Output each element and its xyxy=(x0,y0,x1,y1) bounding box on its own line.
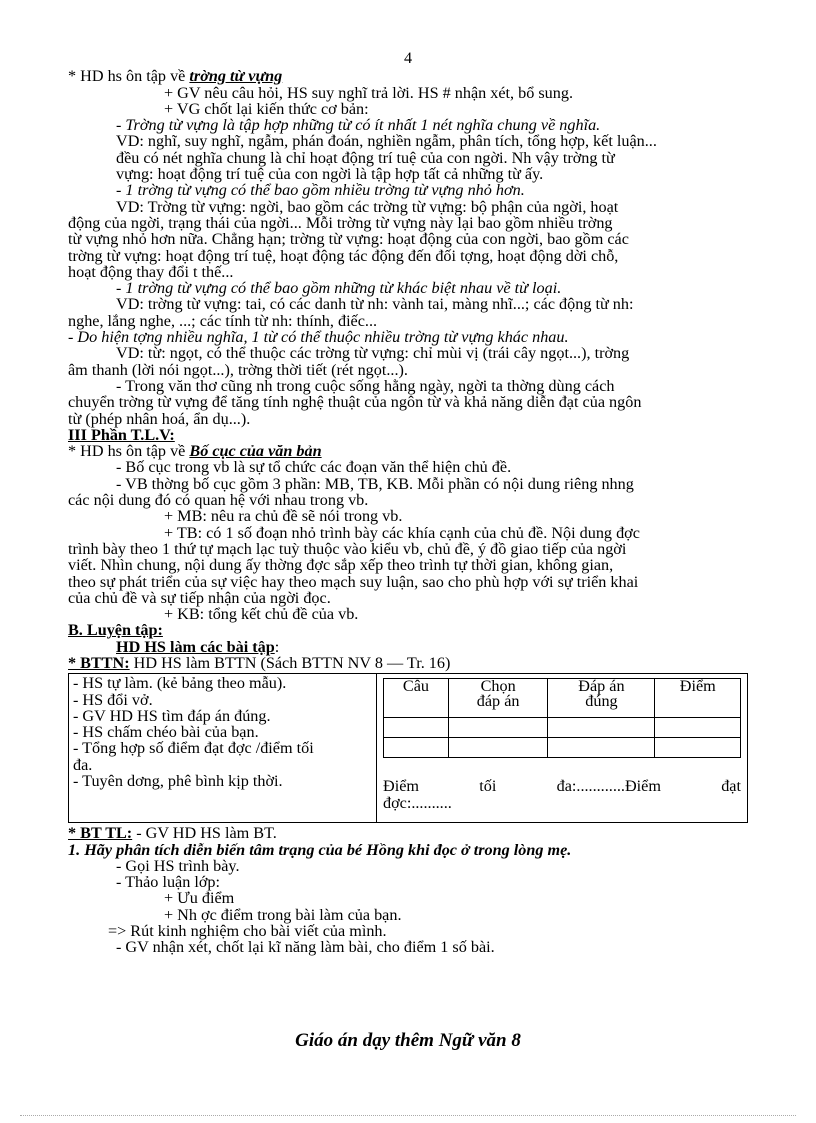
text-line xyxy=(68,492,748,508)
score-table-header: Đáp án đúng xyxy=(548,679,655,718)
text-line xyxy=(68,639,748,655)
score-table xyxy=(383,678,741,758)
text-line xyxy=(68,557,748,573)
text-line xyxy=(68,166,748,182)
exercise-steps xyxy=(69,674,377,822)
text-run: từ vựng nhỏ hơn nữa. Chẳng hạn; trờng từ vựng: hoạt động của con ngời, bao gồm các xyxy=(68,230,629,249)
text-run: - Trờng từ vựng là tập hợp những từ có ít nhất 1 nét nghĩa chung về nghĩa. xyxy=(116,116,601,135)
text-run: => Rút kinh nghiệm cho bài viết của mình. xyxy=(108,922,387,941)
text-line xyxy=(68,280,748,296)
text-line xyxy=(68,606,748,622)
text-run: trình bày theo 1 thứ tự mạch lạc tuỳ thuộc vào kiểu vb, chủ đề, ý đồ giao tiếp của ngời xyxy=(68,539,627,558)
text-run: - Do hiện tợng nhiều nghĩa, 1 từ có thể thuộc nhiều trờng từ vựng khác nhau. xyxy=(68,328,569,347)
text-run: : xyxy=(274,637,280,656)
text-run: VD: nghĩ, suy nghĩ, ngẫm, phán đoán, nghiền ngẫm, phân tích, tổng hợp, kết luận... xyxy=(116,132,657,151)
text-line xyxy=(68,378,748,394)
text-run: - 1 trờng từ vựng có thể bao gồm nhiều trờng từ vựng nhỏ hơn. xyxy=(116,181,525,200)
text-run: * BT TL: xyxy=(68,824,133,843)
text-run: trờng từ vựng xyxy=(189,67,283,86)
exercise-step: - Tuyên dơng, phê bình kịp thời. xyxy=(73,772,283,791)
text-line xyxy=(68,329,748,345)
text-line xyxy=(68,541,748,557)
document-body xyxy=(68,50,748,956)
text-line xyxy=(68,296,748,312)
text-line xyxy=(68,890,748,906)
text-run: + Nh ợc điểm trong bài làm của bạn. xyxy=(164,905,402,924)
text-line xyxy=(68,590,748,606)
text-run: âm thanh (lời nói ngọt...), trờng thời tiết (rét ngọt...). xyxy=(68,360,408,379)
text-line xyxy=(68,622,748,638)
text-run: VD: trờng từ vựng: tai, có các danh từ nh: vành tai, màng nhĩ...; các động từ nh: xyxy=(116,295,634,314)
text-line xyxy=(68,508,748,524)
text-run: từ (phép nhân hoá, ẩn dụ...). xyxy=(68,409,251,428)
text-line xyxy=(68,923,748,939)
text-run: chuyển trờng từ vựng để tăng tính nghệ thuật của ngôn từ và khả năng diễn đạt của ngôn xyxy=(68,393,642,412)
score-note: Điểm tối đa:............Điểm đạt xyxy=(383,777,741,796)
exercise-box xyxy=(68,673,748,823)
text-line xyxy=(68,525,748,541)
score-table-header: Chọn đáp án xyxy=(448,679,548,718)
text-run: VD: Trờng từ vựng: ngời, bao gồm các trờng từ vựng: bộ phận của ngời, hoạt xyxy=(116,197,619,216)
text-line xyxy=(68,133,748,149)
text-run: + MB: nêu ra chủ đề sẽ nói trong vb. xyxy=(164,507,403,526)
text-line xyxy=(68,264,748,280)
text-run: - Bố cục trong vb là sự tổ chức các đoạn văn thể hiện chủ đề. xyxy=(116,458,512,477)
text-run: B. Luyện tập: xyxy=(68,621,163,640)
text-run: trờng từ vựng: hoạt động trí tuệ, hoạt động tác động đến đối tợng, hoạt động dời chỗ, xyxy=(68,246,619,265)
text-run: - Gọi HS trình bày. xyxy=(116,856,240,875)
text-line xyxy=(68,825,748,841)
score-table-header: Điểm xyxy=(655,679,741,718)
text-run: III Phần T.L.V: xyxy=(68,425,175,444)
text-line xyxy=(68,101,748,117)
text-run: + TB: có 1 số đoạn nhỏ trình bày các khía cạnh của chủ đề. Nội dung đợc xyxy=(164,523,640,542)
text-line xyxy=(68,313,748,329)
text-line xyxy=(68,858,748,874)
text-run: của chủ đề và sự tiếp nhận của ngời đọc. xyxy=(68,588,331,607)
text-line xyxy=(68,655,748,671)
text-line xyxy=(68,394,748,410)
text-line xyxy=(68,443,748,459)
exercise-score-area xyxy=(377,674,747,822)
text-line xyxy=(68,199,748,215)
text-line xyxy=(68,842,748,858)
text-run: Bố cục của văn bản xyxy=(189,442,322,461)
score-table-header: Câu xyxy=(384,679,449,718)
exercise-step: - GV HD HS tìm đáp án đúng. xyxy=(73,706,271,725)
text-run: + Ưu điểm xyxy=(164,889,235,908)
text-run: 1. Hãy phân tích diễn biến tâm trạng của bé Hồng khi đọc ở trong lòng mẹ. xyxy=(68,840,572,859)
text-run: + KB: tổng kết chủ đề của vb. xyxy=(164,605,359,624)
text-line xyxy=(68,215,748,231)
text-run: - Thảo luận lớp: xyxy=(116,873,221,892)
text-run: nghe, lắng nghe, ...; các tính từ nh: thính, điếc... xyxy=(68,311,378,330)
text-line xyxy=(68,68,748,84)
text-line xyxy=(68,411,748,427)
exercise-step: đa. xyxy=(73,755,93,774)
exercise-step: - HS tự làm. (kẻ bảng theo mẫu). xyxy=(73,674,287,693)
text-run: vựng: hoạt động trí tuệ của con ngời là tập hợp tất cả những từ ấy. xyxy=(116,165,544,184)
text-line xyxy=(68,574,748,590)
text-run: các nội dung đó có quan hệ với nhau trong vb. xyxy=(68,491,369,510)
text-run: - Trong văn thơ cũng nh trong cuộc sống hằng ngày, ngời ta thờng dùng cách xyxy=(116,376,615,395)
text-line xyxy=(68,345,748,361)
text-line xyxy=(68,150,748,166)
text-line xyxy=(68,874,748,890)
text-run: HD HS làm BTTN (Sách BTTN NV 8 — Tr. 16) xyxy=(129,653,451,672)
text-line xyxy=(68,231,748,247)
text-run: - GV HD HS làm BT. xyxy=(132,824,277,843)
text-run: + GV nêu câu hỏi, HS suy nghĩ trả lời. HS # nhận xét, bổ sung. xyxy=(164,83,574,102)
text-run: + VG chốt lại kiến thức cơ bản: xyxy=(164,99,369,118)
text-line xyxy=(68,85,748,101)
text-run: hoạt động thay đổi t thế... xyxy=(68,262,234,281)
exercise-step: - HS chấm chéo bài của bạn. xyxy=(73,723,259,742)
text-run: - 1 trờng từ vựng có thể bao gồm những từ khác biệt nhau về từ loại. xyxy=(116,279,562,298)
text-run: * HD hs ôn tập về xyxy=(68,442,190,461)
text-run: theo sự phát triển của sự việc hay theo mạch suy luận, sao cho phù hợp với sự triển khai xyxy=(68,572,639,591)
exercise-step: - HS đổi vở. xyxy=(73,690,153,709)
text-line xyxy=(68,362,748,378)
text-line xyxy=(68,117,748,133)
text-line xyxy=(68,476,748,492)
text-line xyxy=(68,182,748,198)
text-line xyxy=(68,459,748,475)
text-run: - GV nhận xét, chốt lại kĩ năng làm bài, cho điểm 1 số bài. xyxy=(116,938,495,957)
text-run: * HD hs ôn tập về xyxy=(68,67,190,86)
text-run: động của ngời, trạng thái của ngời... Mỗi trờng từ vựng này lại bao gồm nhiều trờng xyxy=(68,213,613,232)
text-run: VD: từ: ngọt, có thể thuộc các trờng từ vựng: chỉ mùi vị (trái cây ngọt...), trờng xyxy=(116,344,630,363)
content-lines-after xyxy=(68,825,748,955)
text-run: HD HS làm các bài tập xyxy=(116,637,275,656)
page-number: 4 xyxy=(403,49,413,67)
text-line xyxy=(68,248,748,264)
text-run: đều có nét nghĩa chung là chỉ hoạt động trí tuệ của con ngời. Nh vậy trờng từ xyxy=(116,148,615,167)
text-run: viết. Nhìn chung, nội dung ấy thờng đợc sắp xếp theo trình tự thời gian, không gian, xyxy=(68,556,614,575)
score-note-cont: đợc:.......... xyxy=(383,793,452,812)
text-line xyxy=(68,427,748,443)
content-lines xyxy=(68,68,748,671)
text-line xyxy=(68,939,748,955)
text-run: - VB thờng bố cục gồm 3 phần: MB, TB, KB. Mỗi phần có nội dung riêng nhng xyxy=(116,474,634,493)
page-bottom-divider xyxy=(20,1115,796,1116)
text-line xyxy=(68,907,748,923)
exercise-step: - Tổng hợp số điểm đạt đợc /điểm tối xyxy=(73,739,314,758)
text-run: * BTTN: xyxy=(68,653,130,672)
footer-title: Giáo án dạy thêm Ngữ văn 8 xyxy=(295,1030,521,1051)
